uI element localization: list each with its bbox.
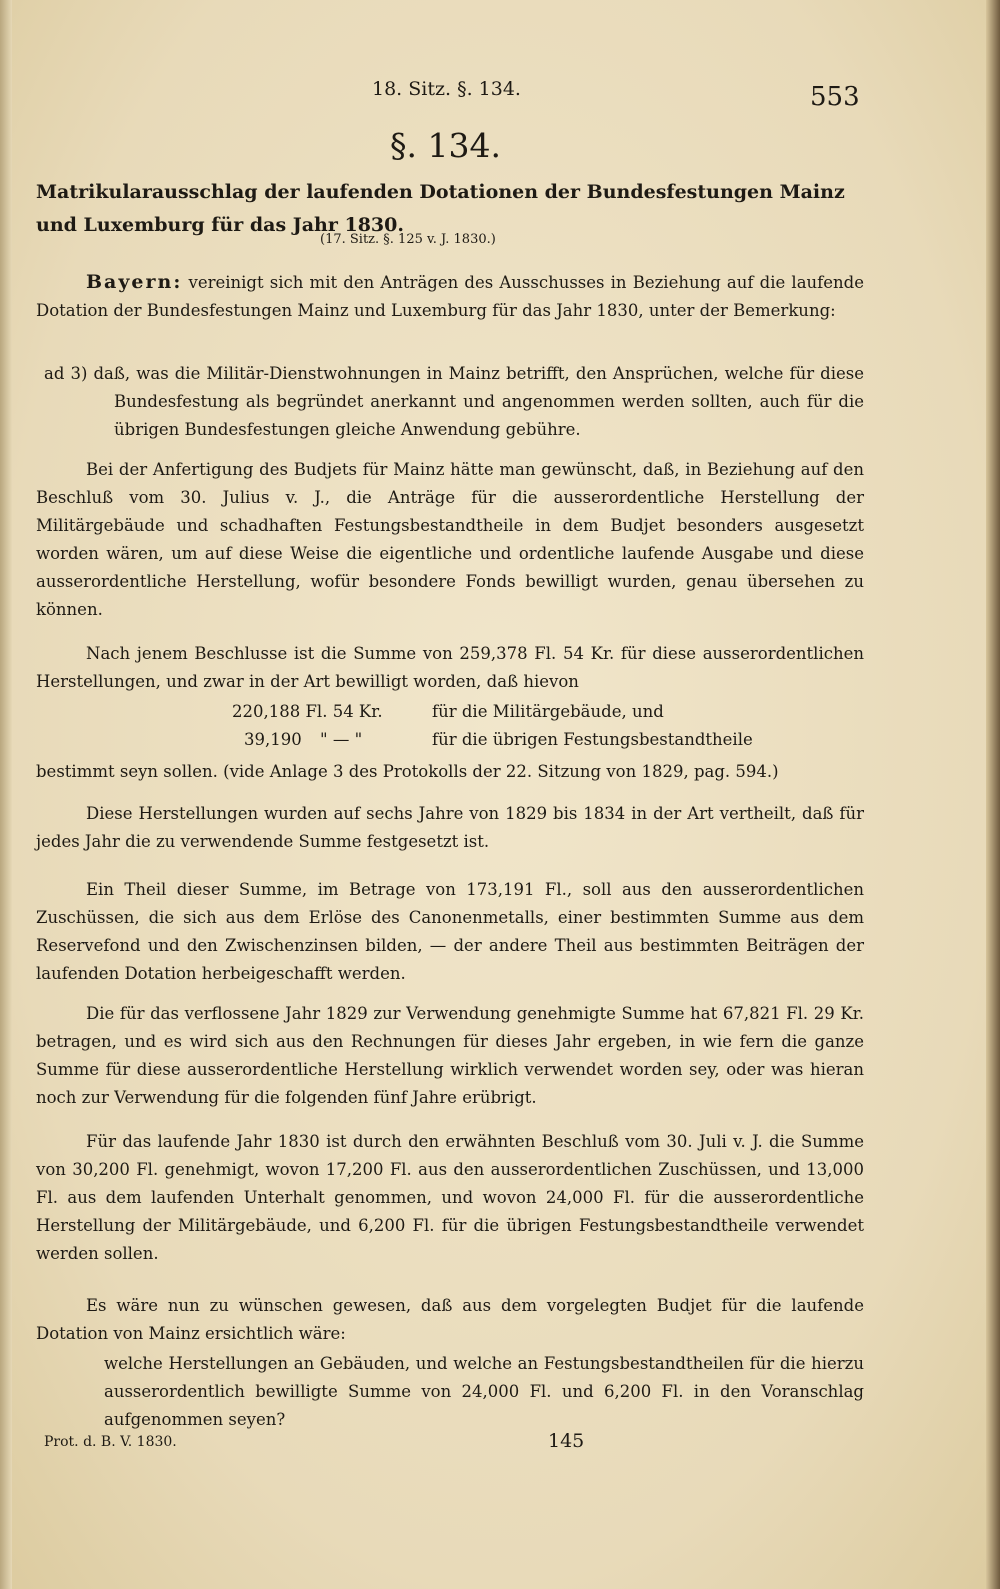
amount-row-1 — [232, 702, 383, 721]
ditto-marks: " — " — [320, 730, 363, 749]
amount-row-2-desc — [432, 730, 753, 749]
amount: 220,188 Fl. 54 Kr. — [232, 702, 383, 721]
paragraph-1830 — [36, 1128, 864, 1268]
paragraph-text: Bei der Anfertigung des Budjets für Mainz hätte man gewünscht, daß, in Beziehung auf den Beschluß vom 30. Julius v. J., die Anträge für die ausserordentliche Herstellung der Militärgebäude und schadhaften Festungsbestandtheile in dem Budjet besonders ausgesetzt worden wären, um auf diese Weise die eigentliche und ordentliche laufende Ausgabe und diese ausserordentliche Herstellung, wofür besondere Fonds bewilligt wurden, genau übersehen zu können. — [36, 460, 864, 619]
amount-row-2-ditto — [320, 730, 362, 749]
amount: 39,190 — [244, 730, 302, 749]
section-title: Matrikularausschlag der laufenden Dotationen der Bundesfestungen Mainz und Luxemburg für das Jahr 1830. — [36, 181, 845, 236]
amount-row-2 — [244, 730, 302, 749]
paragraph-text: welche Herstellungen an Gebäuden, und welche an Festungsbestandtheilen für die hierzu ausserordentlich bewilligte Summe von 24,000 Fl. und 6,200 Fl. in den Voranschlag aufgenommen seyen? — [104, 1354, 864, 1429]
page-right-edge — [986, 0, 1000, 1589]
paragraph-text: Für das laufende Jahr 1830 ist durch den erwähnten Beschluß vom 30. Juli v. J. die Summe von 30,200 Fl. genehmigt, wovon 17,200 Fl. aus den ausserordentlichen Zuschüssen, und 13,000 Fl. aus dem laufenden Unterhalt genommen, und wovon 24,000 Fl. für die ausserordentliche Herstellung der Militärgebäude, und 6,200 Fl. für die übrigen Festungsbestandtheile verwendet werden sollen. — [36, 1132, 864, 1263]
paragraph-text: Die für das verflossene Jahr 1829 zur Verwendung genehmigte Summe hat 67,821 Fl. 29 Kr. betragen, und es wird sich aus den Rechnungen für dieses Jahr ergeben, in wie fern die ganze Summe für diese ausserordentliche Herstellung wirklich verwendet worden sey, oder was hieran noch zur Verwendung für die folgenden fünf Jahre erübrigt. — [36, 1004, 864, 1107]
running-header: 18. Sitz. §. 134. — [372, 78, 521, 100]
source-reference: (17. Sitz. §. 125 v. J. 1830.) — [320, 232, 496, 247]
sheet-number: 145 — [548, 1430, 585, 1452]
speaker-name: Bayern: — [86, 271, 183, 293]
paragraph-budget — [36, 456, 864, 624]
paragraph-text: Diese Herstellungen wurden auf sechs Jahre von 1829 bis 1834 in der Art vertheilt, daß für jedes Jahr die zu verwendende Summe festgesetzt ist. — [36, 804, 864, 851]
paragraph-1829 — [36, 1000, 864, 1112]
amount-row-1-desc — [432, 702, 664, 721]
paragraph-distribution — [36, 800, 864, 856]
amount-description: für die Militärgebäude, und — [432, 702, 664, 721]
paragraph-text: ad 3) daß, was die Militär-Dienstwohnungen in Mainz betrifft, den Ansprüchen, welche für diese Bundesfestung als begründet anerkannt und angenommen werden sollten, auch für die übrigen Bundesfestungen gleiche Anwendung gebühre. — [44, 364, 864, 439]
paragraph-resolution-end — [36, 758, 864, 786]
paragraph-wish — [36, 1292, 864, 1348]
paragraph-text: vereinigt sich mit den Anträgen des Ausschusses in Beziehung auf die laufende Dotation der Bundesfestungen Mainz und Luxemburg für das Jahr 1830, unter der Bemerkung: — [36, 273, 864, 320]
page-spine-edge — [0, 0, 12, 1589]
paragraph-text: Ein Theil dieser Summe, im Betrage von 173,191 Fl., soll aus den ausserordentlichen Zuschüssen, die sich aus dem Erlöse des Canonenmetalls, einer bestimmten Summe aus dem Reservefond und den Zwischenzinsen bilden, — der andere Theil aus bestimmten Beiträgen der laufenden Dotation herbeigeschafft werden. — [36, 880, 864, 983]
section-heading: §. 134. — [390, 126, 501, 165]
paragraph-text: bestimmt seyn sollen. (vide Anlage 3 des Protokolls der 22. Sitzung von 1829, pag. 594.) — [36, 762, 779, 781]
paragraph-bayern — [36, 268, 864, 325]
paragraph-ad3 — [36, 360, 864, 444]
paragraph-text: Es wäre nun zu wünschen gewesen, daß aus dem vorgelegten Budjet für die laufende Dotation von Mainz ersichtlich wäre: — [36, 1296, 864, 1343]
paragraph-question — [104, 1350, 864, 1434]
amount-description: für die übrigen Festungsbestandtheile — [432, 730, 753, 749]
paragraph-text: Nach jenem Beschlusse ist die Summe von 259,378 Fl. 54 Kr. für diese ausserordentlichen Herstellungen, und zwar in der Art bewilligt worden, daß hievon — [36, 644, 864, 691]
page-number: 553 — [810, 82, 860, 112]
paragraph-resolution — [36, 640, 864, 696]
printer-signature: Prot. d. B. V. 1830. — [44, 1434, 177, 1450]
paragraph-funding — [36, 876, 864, 988]
